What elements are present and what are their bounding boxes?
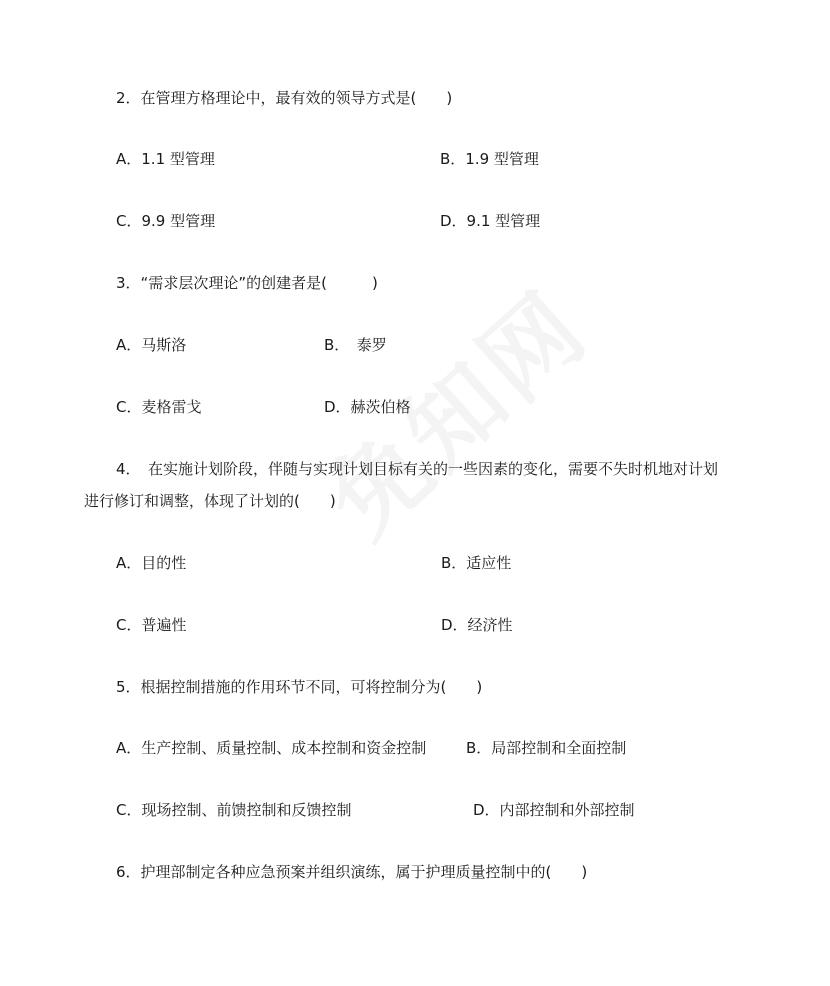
question-2-option-d: D．9.1 型管理 — [440, 212, 541, 230]
question-3-option-c: C．麦格雷戈 — [116, 398, 202, 416]
question-4-stem-line2: 进行修订和调整，体现了计划的( ) — [84, 492, 336, 510]
question-2-stem: 2．在管理方格理论中，最有效的领导方式是( ) — [116, 89, 453, 107]
question-5-stem: 5．根据控制措施的作用环节不同，可将控制分为( ) — [116, 678, 483, 696]
question-4-option-a: A．目的性 — [116, 554, 187, 572]
question-4-option-b: B．适应性 — [441, 554, 512, 572]
question-3-option-a: A．马斯洛 — [116, 336, 187, 354]
question-3-option-b: B． 泰罗 — [324, 336, 387, 354]
question-6-stem: 6．护理部制定各种应急预案并组织演练，属于护理质量控制中的( ) — [116, 863, 588, 881]
question-3-stem: 3．“需求层次理论”的创建者是( ) — [116, 274, 378, 292]
question-2-option-b: B．1.9 型管理 — [440, 150, 539, 168]
question-5-option-b: B．局部控制和全面控制 — [466, 739, 627, 757]
question-5-option-d: D．内部控制和外部控制 — [473, 801, 635, 819]
question-4-stem-line1: 4． 在实施计划阶段，伴随与实现计划目标有关的一些因素的变化，需要不失时机地对计划 — [116, 460, 719, 478]
question-2-option-a: A．1.1 型管理 — [116, 150, 215, 168]
question-4-option-d: D．经济性 — [441, 616, 513, 634]
question-5-option-a: A．生产控制、质量控制、成本控制和资金控制 — [116, 739, 427, 757]
question-2-option-c: C．9.9 型管理 — [116, 212, 216, 230]
question-3-option-d: D．赫茨伯格 — [324, 398, 411, 416]
question-5-option-c: C．现场控制、前馈控制和反馈控制 — [116, 801, 352, 819]
question-4-option-c: C．普遍性 — [116, 616, 187, 634]
